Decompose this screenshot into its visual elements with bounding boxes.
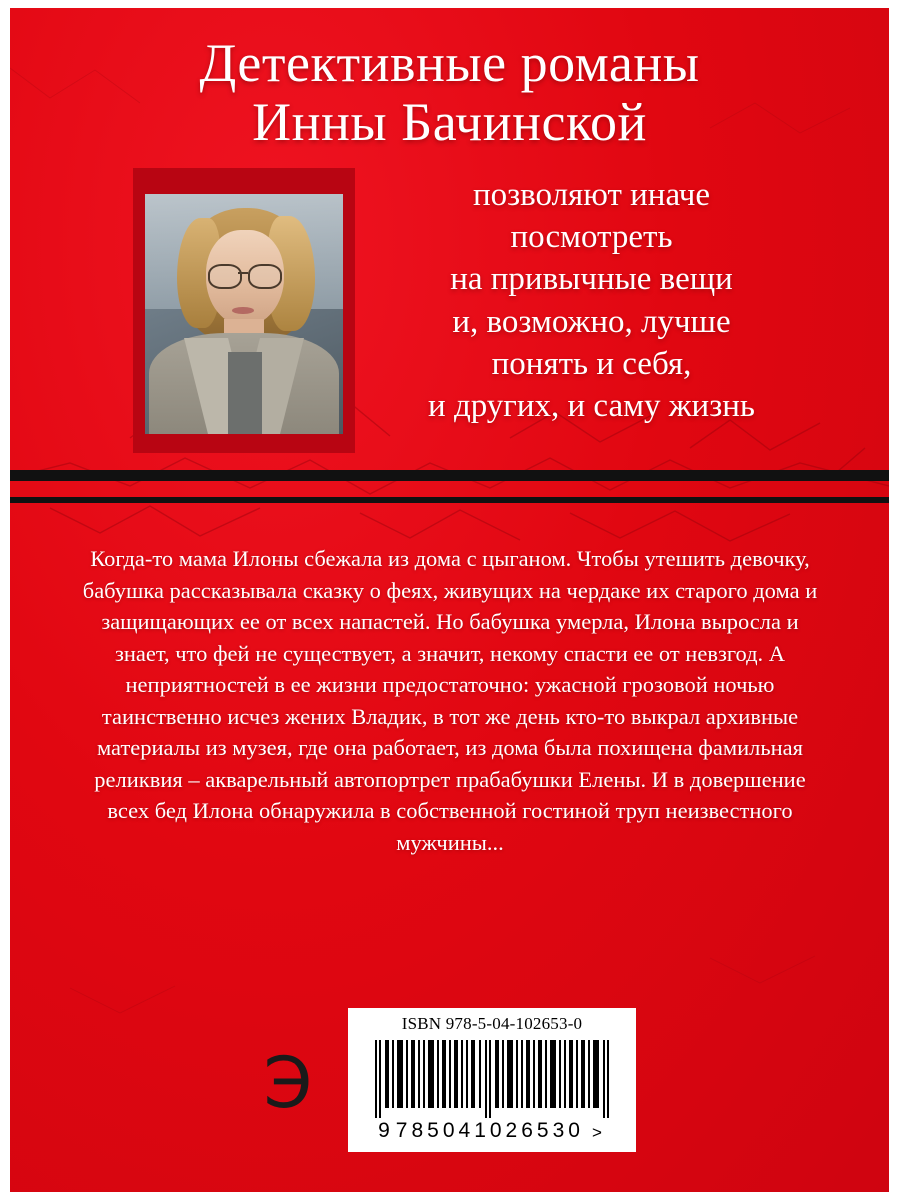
tagline-line-6: и других, и саму жизнь	[428, 388, 755, 425]
publisher-logo-icon: Э	[263, 1042, 313, 1124]
author-portrait-image	[145, 194, 343, 434]
isbn-label: ISBN 978-5-04-102653-0	[401, 1014, 583, 1033]
tagline-line-1: позволяют иначе	[472, 177, 711, 213]
cover-headline	[10, 33, 889, 153]
tagline-line-3: на привычные вещи	[450, 261, 733, 298]
blurb-text: Когда-то мама Илоны сбежала из дома с цыганом. Чтобы утешить девочку, бабушка рассказывала сказку о феях, живущих на чердаке их старого дома и защищающих ее от всех напастей. Но бабушка умерла, Илона выросла и знает, что фей не существует, а значит, некому спасти ее от невзгод. А неприятностей в ее жизни предостаточно: ужасной грозовой ночью таинственно исчез жених Владик, в тот же день кто-то выкрал архивные материалы из музея, где она работает, из дома была похищена фамильная реликвия – акварельный автопортрет прабабушки Елены. И в довершение всех бед Илона обнаружила в собственной гостиной труп неизвестного мужчины...	[82, 546, 818, 855]
tagline-line-4: и, возможно, лучше	[452, 303, 731, 340]
isbn-barcode-block	[348, 1008, 636, 1152]
author-photo	[133, 168, 355, 453]
portrait-mouth	[232, 307, 254, 314]
tagline-line-2: посмотреть	[510, 219, 673, 256]
portrait-glasses-left	[208, 264, 242, 290]
barcode-trailing-symbol: >	[591, 1123, 606, 1142]
barcode-lead-digit: 9	[378, 1119, 390, 1142]
portrait-glasses-right	[248, 264, 282, 290]
divider-bar-thin	[10, 497, 889, 503]
portrait-glasses-bridge	[238, 272, 248, 274]
barcode-digits	[348, 1119, 636, 1143]
cover-tagline	[364, 174, 819, 427]
divider-bar-thick	[10, 470, 889, 481]
cover-background	[10, 8, 889, 1192]
barcode-icon	[369, 1040, 615, 1118]
portrait-shirt	[228, 352, 262, 434]
cover-blurb	[74, 543, 826, 858]
tagline-line-5: понять и себя,	[491, 345, 692, 382]
headline-line-2: Инны Бачинской	[252, 92, 647, 153]
barcode-main-digits: 785041026530	[395, 1119, 584, 1142]
headline-line-1: Детективные романы	[199, 33, 700, 93]
